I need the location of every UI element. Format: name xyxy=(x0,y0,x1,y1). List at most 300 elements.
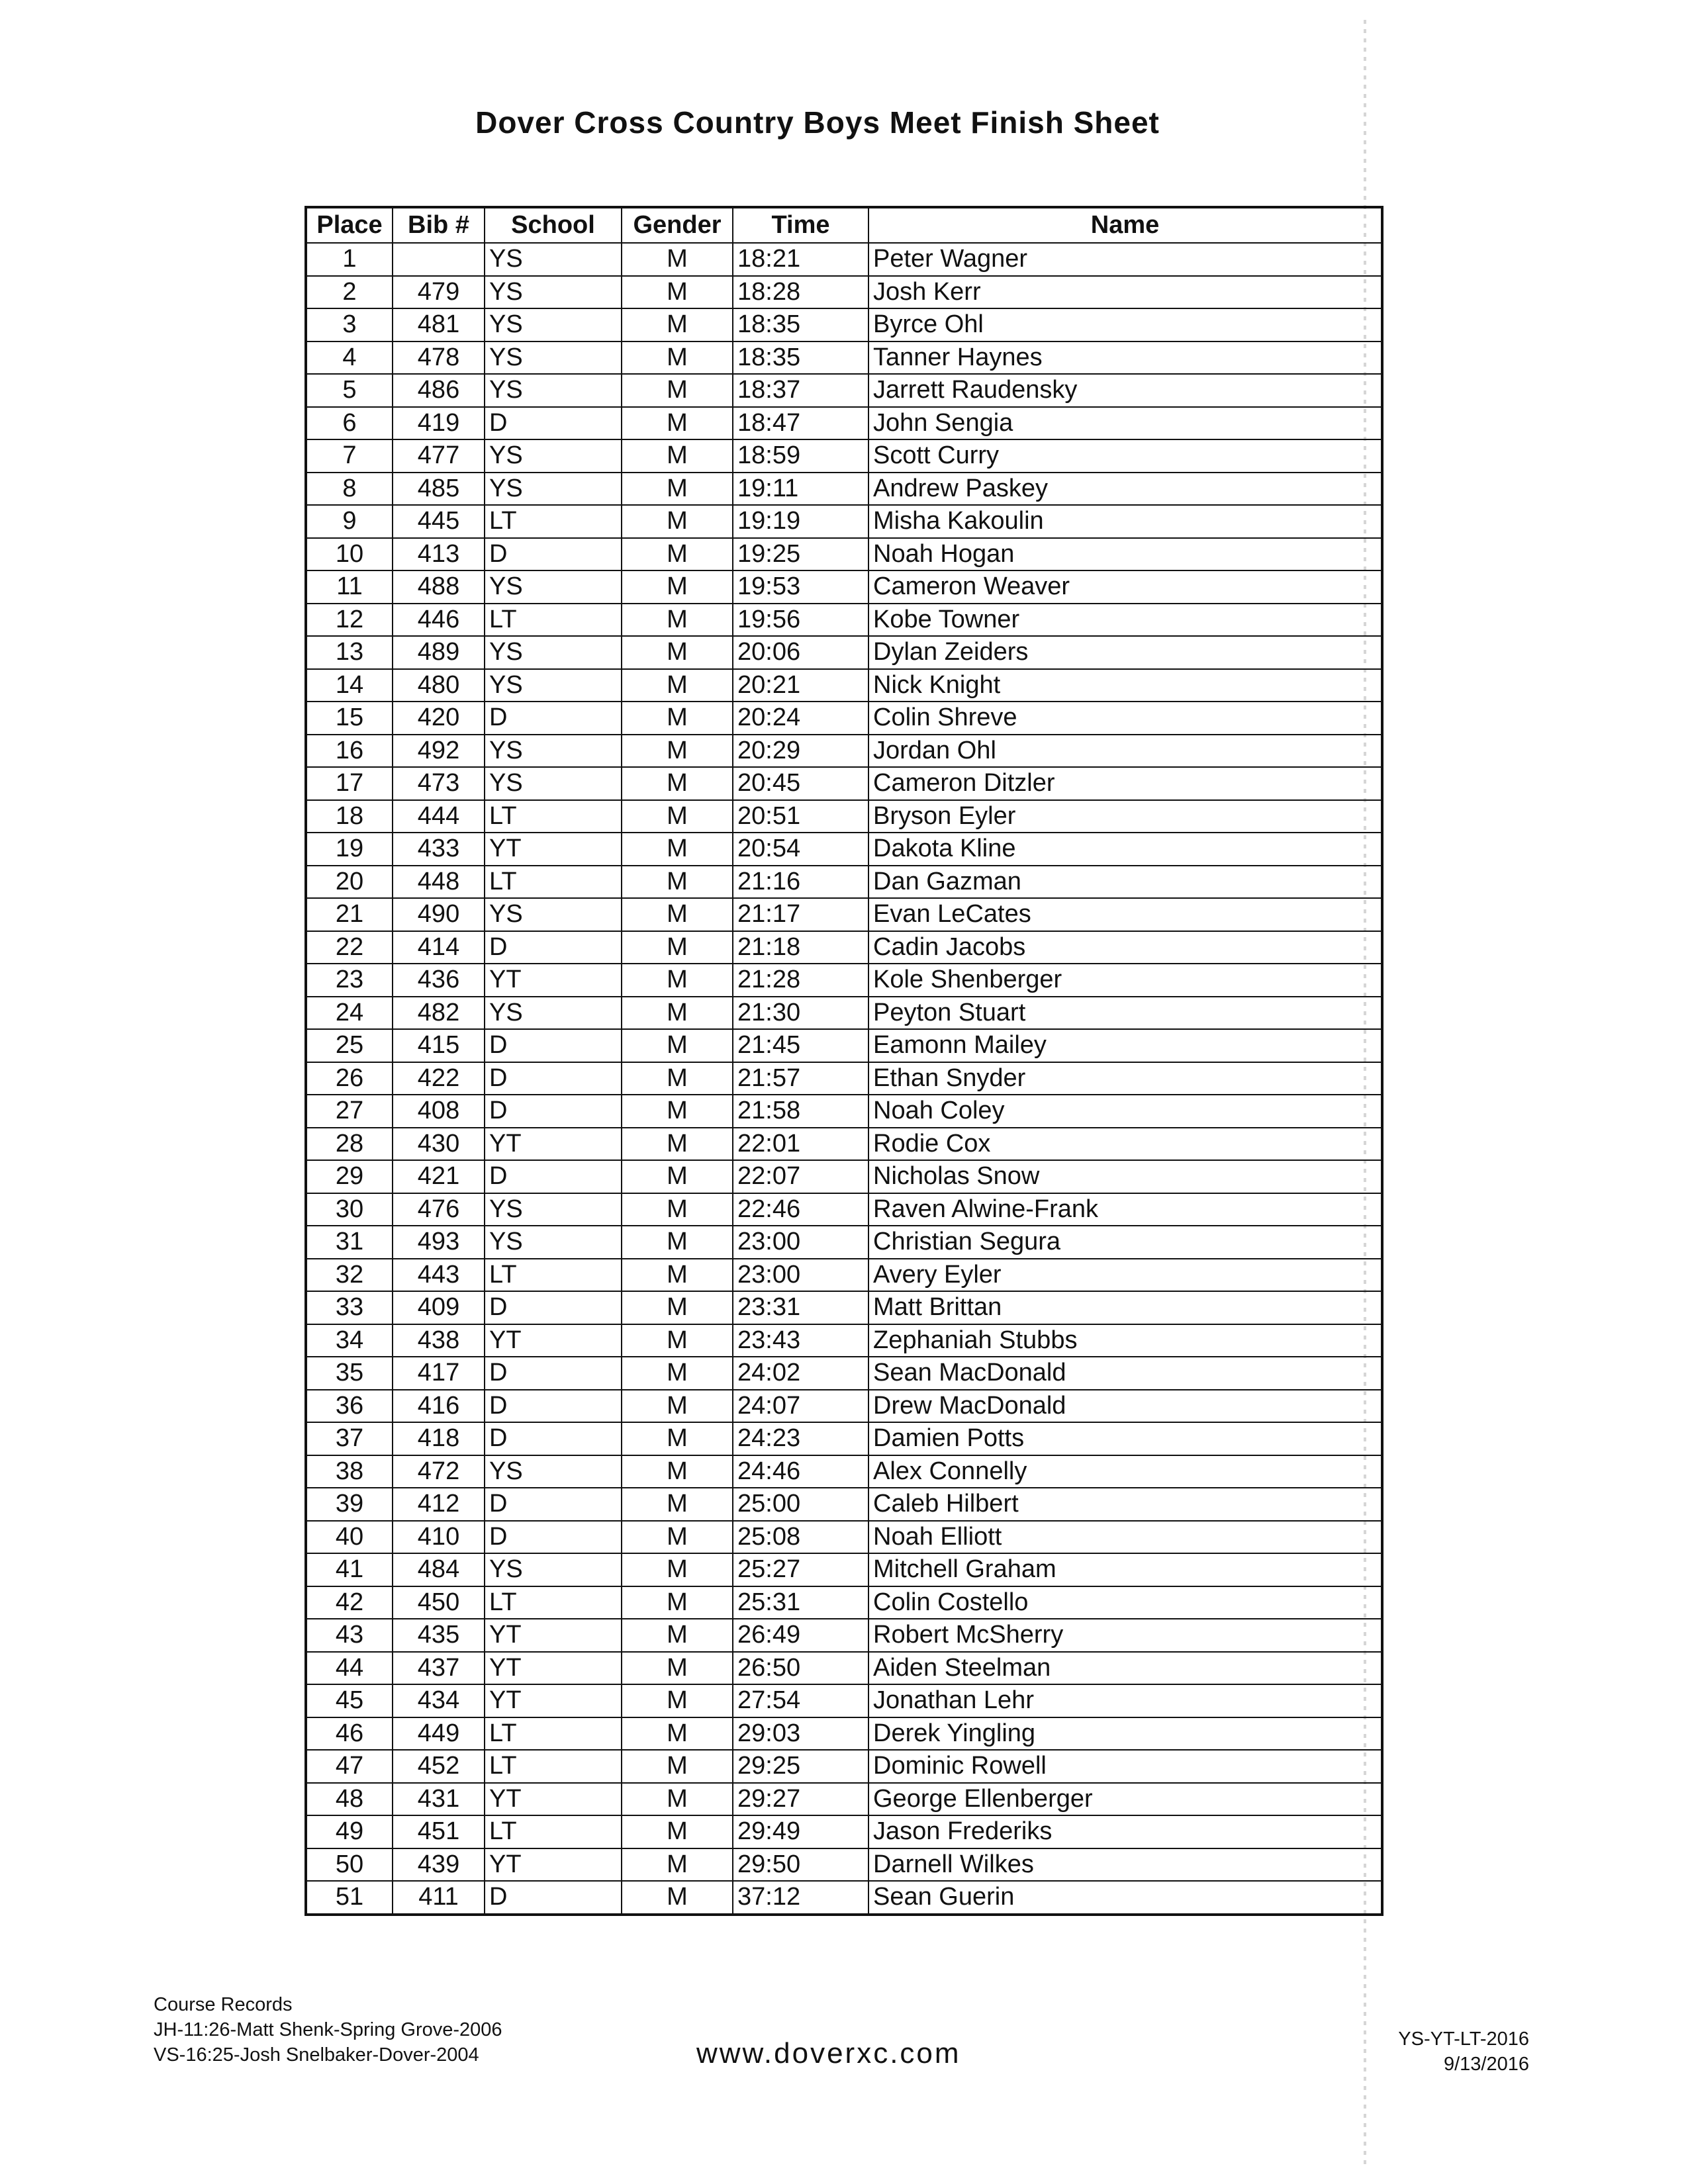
cell-gender: M xyxy=(622,833,733,866)
cell-time: 23:43 xyxy=(733,1324,868,1357)
cell-time: 29:49 xyxy=(733,1815,868,1848)
cell-name: Dan Gazman xyxy=(868,866,1382,899)
table-row xyxy=(306,1717,1382,1751)
column-header-time: Time xyxy=(733,207,868,243)
cell-gender: M xyxy=(622,1062,733,1095)
cell-time: 19:11 xyxy=(733,473,868,506)
cell-time: 22:01 xyxy=(733,1128,868,1161)
cell-name: Sean Guerin xyxy=(868,1881,1382,1915)
cell-school: D xyxy=(485,931,622,964)
cell-gender: M xyxy=(622,702,733,735)
cell-name: Alex Connelly xyxy=(868,1455,1382,1488)
cell-time: 29:25 xyxy=(733,1750,868,1783)
table-row xyxy=(306,898,1382,931)
cell-gender: M xyxy=(622,1160,733,1193)
cell-name: Eamonn Mailey xyxy=(868,1029,1382,1062)
cell-time: 18:59 xyxy=(733,439,868,473)
cell-place: 33 xyxy=(306,1291,393,1324)
cell-gender: M xyxy=(622,407,733,440)
cell-place: 14 xyxy=(306,669,393,702)
table-row xyxy=(306,473,1382,506)
cell-place: 35 xyxy=(306,1357,393,1390)
cell-time: 27:54 xyxy=(733,1684,868,1717)
cell-time: 18:47 xyxy=(733,407,868,440)
cell-name: Jonathan Lehr xyxy=(868,1684,1382,1717)
cell-school: YT xyxy=(485,1684,622,1717)
cell-time: 22:07 xyxy=(733,1160,868,1193)
cell-name: Aiden Steelman xyxy=(868,1652,1382,1685)
cell-gender: M xyxy=(622,538,733,571)
cell-place: 46 xyxy=(306,1717,393,1751)
cell-school: D xyxy=(485,1291,622,1324)
cell-name: Caleb Hilbert xyxy=(868,1488,1382,1521)
table-row xyxy=(306,1062,1382,1095)
table-header-row xyxy=(306,207,1382,243)
cell-school: YT xyxy=(485,1324,622,1357)
cell-place: 20 xyxy=(306,866,393,899)
cell-place: 10 xyxy=(306,538,393,571)
cell-gender: M xyxy=(622,1848,733,1882)
cell-school: D xyxy=(485,1488,622,1521)
cell-place: 32 xyxy=(306,1259,393,1292)
cell-gender: M xyxy=(622,1095,733,1128)
cell-place: 5 xyxy=(306,374,393,407)
cell-bib: 448 xyxy=(393,866,485,899)
cell-gender: M xyxy=(622,964,733,997)
cell-name: Andrew Paskey xyxy=(868,473,1382,506)
cell-time: 20:45 xyxy=(733,767,868,800)
cell-place: 27 xyxy=(306,1095,393,1128)
cell-time: 19:56 xyxy=(733,604,868,637)
cell-bib: 433 xyxy=(393,833,485,866)
cell-time: 20:51 xyxy=(733,800,868,833)
table-row xyxy=(306,538,1382,571)
cell-time: 21:18 xyxy=(733,931,868,964)
cell-place: 51 xyxy=(306,1881,393,1915)
table-row xyxy=(306,735,1382,768)
cell-name: Byrce Ohl xyxy=(868,308,1382,341)
cell-bib: 410 xyxy=(393,1521,485,1554)
cell-name: Ethan Snyder xyxy=(868,1062,1382,1095)
cell-name: Jason Frederiks xyxy=(868,1815,1382,1848)
cell-bib: 430 xyxy=(393,1128,485,1161)
cell-name: Cadin Jacobs xyxy=(868,931,1382,964)
cell-gender: M xyxy=(622,505,733,538)
cell-school: D xyxy=(485,1095,622,1128)
table-row xyxy=(306,800,1382,833)
cell-school: YS xyxy=(485,1193,622,1226)
cell-name: Noah Elliott xyxy=(868,1521,1382,1554)
table-row xyxy=(306,1750,1382,1783)
cell-place: 28 xyxy=(306,1128,393,1161)
cell-gender: M xyxy=(622,1128,733,1161)
cell-place: 2 xyxy=(306,276,393,309)
cell-bib: 434 xyxy=(393,1684,485,1717)
cell-gender: M xyxy=(622,669,733,702)
cell-gender: M xyxy=(622,1652,733,1685)
cell-bib: 411 xyxy=(393,1881,485,1915)
table-row xyxy=(306,1488,1382,1521)
cell-name: Dylan Zeiders xyxy=(868,636,1382,669)
cell-bib: 482 xyxy=(393,997,485,1030)
cell-school: YT xyxy=(485,1128,622,1161)
cell-time: 19:53 xyxy=(733,570,868,604)
cell-place: 21 xyxy=(306,898,393,931)
cell-bib: 486 xyxy=(393,374,485,407)
cell-name: Avery Eyler xyxy=(868,1259,1382,1292)
cell-name: Jarrett Raudensky xyxy=(868,374,1382,407)
cell-bib: 438 xyxy=(393,1324,485,1357)
cell-bib: 481 xyxy=(393,308,485,341)
cell-school: YS xyxy=(485,1455,622,1488)
cell-bib: 421 xyxy=(393,1160,485,1193)
cell-bib: 415 xyxy=(393,1029,485,1062)
table-row xyxy=(306,570,1382,604)
cell-place: 50 xyxy=(306,1848,393,1882)
cell-school: YS xyxy=(485,341,622,375)
cell-place: 29 xyxy=(306,1160,393,1193)
cell-place: 6 xyxy=(306,407,393,440)
table-row xyxy=(306,1160,1382,1193)
cell-bib: 422 xyxy=(393,1062,485,1095)
table-row xyxy=(306,1586,1382,1619)
cell-gender: M xyxy=(622,341,733,375)
table-row xyxy=(306,1619,1382,1652)
table-row xyxy=(306,1029,1382,1062)
cell-time: 18:37 xyxy=(733,374,868,407)
cell-school: D xyxy=(485,1160,622,1193)
cell-time: 20:54 xyxy=(733,833,868,866)
table-row xyxy=(306,1095,1382,1128)
cell-place: 22 xyxy=(306,931,393,964)
cell-time: 37:12 xyxy=(733,1881,868,1915)
cell-name: John Sengia xyxy=(868,407,1382,440)
cell-school: D xyxy=(485,1357,622,1390)
cell-bib: 414 xyxy=(393,931,485,964)
cell-time: 25:27 xyxy=(733,1553,868,1586)
cell-time: 29:03 xyxy=(733,1717,868,1751)
cell-name: Peter Wagner xyxy=(868,243,1382,276)
cell-bib: 409 xyxy=(393,1291,485,1324)
table-row xyxy=(306,669,1382,702)
table-row xyxy=(306,1553,1382,1586)
cell-school: LT xyxy=(485,1259,622,1292)
cell-place: 3 xyxy=(306,308,393,341)
cell-gender: M xyxy=(622,1226,733,1259)
cell-name: Misha Kakoulin xyxy=(868,505,1382,538)
cell-place: 30 xyxy=(306,1193,393,1226)
table-row xyxy=(306,1848,1382,1882)
cell-place: 40 xyxy=(306,1521,393,1554)
website-url: www.doverxc.com xyxy=(696,2037,961,2070)
cell-school: LT xyxy=(485,800,622,833)
cell-school: LT xyxy=(485,1815,622,1848)
cell-time: 23:00 xyxy=(733,1226,868,1259)
cell-time: 26:49 xyxy=(733,1619,868,1652)
cell-bib: 480 xyxy=(393,669,485,702)
cell-school: LT xyxy=(485,604,622,637)
cell-time: 21:45 xyxy=(733,1029,868,1062)
cell-gender: M xyxy=(622,1815,733,1848)
course-record-vs: VS-16:25-Josh Snelbaker-Dover-2004 xyxy=(154,2044,479,2066)
cell-name: Robert McSherry xyxy=(868,1619,1382,1652)
cell-bib xyxy=(393,243,485,276)
cell-gender: M xyxy=(622,1881,733,1915)
column-header-name: Name xyxy=(868,207,1382,243)
table-row xyxy=(306,931,1382,964)
cell-time: 18:28 xyxy=(733,276,868,309)
results-body xyxy=(306,243,1382,1915)
cell-bib: 437 xyxy=(393,1652,485,1685)
cell-gender: M xyxy=(622,1259,733,1292)
cell-place: 38 xyxy=(306,1455,393,1488)
cell-time: 21:17 xyxy=(733,898,868,931)
cell-bib: 477 xyxy=(393,439,485,473)
cell-time: 18:21 xyxy=(733,243,868,276)
cell-time: 24:02 xyxy=(733,1357,868,1390)
cell-name: Peyton Stuart xyxy=(868,997,1382,1030)
cell-school: D xyxy=(485,1390,622,1423)
cell-place: 16 xyxy=(306,735,393,768)
table-row xyxy=(306,964,1382,997)
cell-name: Evan LeCates xyxy=(868,898,1382,931)
cell-time: 23:31 xyxy=(733,1291,868,1324)
cell-school: D xyxy=(485,1029,622,1062)
cell-place: 7 xyxy=(306,439,393,473)
cell-place: 44 xyxy=(306,1652,393,1685)
table-row xyxy=(306,1259,1382,1292)
cell-time: 21:30 xyxy=(733,997,868,1030)
cell-name: Drew MacDonald xyxy=(868,1390,1382,1423)
cell-gender: M xyxy=(622,1291,733,1324)
cell-school: YS xyxy=(485,570,622,604)
cell-name: Damien Potts xyxy=(868,1422,1382,1455)
cell-gender: M xyxy=(622,1390,733,1423)
cell-name: Raven Alwine-Frank xyxy=(868,1193,1382,1226)
cell-name: Kole Shenberger xyxy=(868,964,1382,997)
table-row xyxy=(306,1357,1382,1390)
table-row xyxy=(306,1324,1382,1357)
cell-school: YS xyxy=(485,308,622,341)
cell-name: Cameron Ditzler xyxy=(868,767,1382,800)
cell-school: YS xyxy=(485,374,622,407)
cell-school: LT xyxy=(485,1586,622,1619)
cell-name: George Ellenberger xyxy=(868,1783,1382,1816)
cell-school: YS xyxy=(485,439,622,473)
cell-place: 19 xyxy=(306,833,393,866)
cell-gender: M xyxy=(622,243,733,276)
cell-name: Matt Brittan xyxy=(868,1291,1382,1324)
cell-bib: 451 xyxy=(393,1815,485,1848)
cell-name: Nick Knight xyxy=(868,669,1382,702)
cell-name: Tanner Haynes xyxy=(868,341,1382,375)
cell-name: Rodie Cox xyxy=(868,1128,1382,1161)
cell-place: 26 xyxy=(306,1062,393,1095)
cell-place: 12 xyxy=(306,604,393,637)
table-row xyxy=(306,1390,1382,1423)
cell-time: 21:16 xyxy=(733,866,868,899)
cell-gender: M xyxy=(622,1488,733,1521)
cell-time: 22:46 xyxy=(733,1193,868,1226)
cell-gender: M xyxy=(622,308,733,341)
table-row xyxy=(306,407,1382,440)
cell-school: LT xyxy=(485,1717,622,1751)
cell-bib: 473 xyxy=(393,767,485,800)
cell-place: 31 xyxy=(306,1226,393,1259)
cell-time: 25:08 xyxy=(733,1521,868,1554)
table-row xyxy=(306,1815,1382,1848)
cell-name: Derek Yingling xyxy=(868,1717,1382,1751)
cell-time: 29:27 xyxy=(733,1783,868,1816)
cell-bib: 431 xyxy=(393,1783,485,1816)
table-row xyxy=(306,1684,1382,1717)
cell-place: 43 xyxy=(306,1619,393,1652)
cell-name: Nicholas Snow xyxy=(868,1160,1382,1193)
cell-time: 23:00 xyxy=(733,1259,868,1292)
cell-place: 41 xyxy=(306,1553,393,1586)
cell-gender: M xyxy=(622,866,733,899)
cell-time: 24:07 xyxy=(733,1390,868,1423)
cell-time: 18:35 xyxy=(733,308,868,341)
course-records-heading: Course Records xyxy=(154,1994,293,2015)
column-header-school: School xyxy=(485,207,622,243)
cell-time: 25:00 xyxy=(733,1488,868,1521)
table-row xyxy=(306,1193,1382,1226)
cell-school: D xyxy=(485,1881,622,1915)
cell-school: YT xyxy=(485,964,622,997)
table-row xyxy=(306,341,1382,375)
cell-bib: 419 xyxy=(393,407,485,440)
cell-name: Cameron Weaver xyxy=(868,570,1382,604)
cell-time: 19:19 xyxy=(733,505,868,538)
column-header-place: Place xyxy=(306,207,393,243)
cell-name: Kobe Towner xyxy=(868,604,1382,637)
cell-place: 39 xyxy=(306,1488,393,1521)
table-row xyxy=(306,1881,1382,1915)
course-records xyxy=(154,1992,502,2068)
cell-bib: 478 xyxy=(393,341,485,375)
cell-place: 49 xyxy=(306,1815,393,1848)
cell-school: D xyxy=(485,538,622,571)
cell-place: 45 xyxy=(306,1684,393,1717)
cell-place: 24 xyxy=(306,997,393,1030)
table-row xyxy=(306,1783,1382,1816)
cell-time: 21:58 xyxy=(733,1095,868,1128)
cell-name: Zephaniah Stubbs xyxy=(868,1324,1382,1357)
cell-name: Dominic Rowell xyxy=(868,1750,1382,1783)
cell-bib: 484 xyxy=(393,1553,485,1586)
table-row xyxy=(306,439,1382,473)
table-row xyxy=(306,1422,1382,1455)
cell-bib: 417 xyxy=(393,1357,485,1390)
course-record-jh: JH-11:26-Matt Shenk-Spring Grove-2006 xyxy=(154,2019,502,2040)
table-row xyxy=(306,604,1382,637)
cell-gender: M xyxy=(622,473,733,506)
cell-bib: 449 xyxy=(393,1717,485,1751)
cell-gender: M xyxy=(622,604,733,637)
cell-school: YT xyxy=(485,1652,622,1685)
cell-school: YT xyxy=(485,833,622,866)
cell-gender: M xyxy=(622,1521,733,1554)
cell-bib: 420 xyxy=(393,702,485,735)
cell-place: 36 xyxy=(306,1390,393,1423)
cell-gender: M xyxy=(622,1783,733,1816)
cell-bib: 492 xyxy=(393,735,485,768)
cell-time: 26:50 xyxy=(733,1652,868,1685)
cell-place: 25 xyxy=(306,1029,393,1062)
cell-gender: M xyxy=(622,1357,733,1390)
table-row xyxy=(306,308,1382,341)
cell-bib: 435 xyxy=(393,1619,485,1652)
results-table xyxy=(305,206,1383,1916)
cell-bib: 493 xyxy=(393,1226,485,1259)
cell-school: D xyxy=(485,407,622,440)
cell-gender: M xyxy=(622,767,733,800)
cell-gender: M xyxy=(622,636,733,669)
cell-bib: 490 xyxy=(393,898,485,931)
cell-place: 9 xyxy=(306,505,393,538)
cell-school: YS xyxy=(485,997,622,1030)
cell-time: 29:50 xyxy=(733,1848,868,1882)
cell-bib: 413 xyxy=(393,538,485,571)
cell-place: 34 xyxy=(306,1324,393,1357)
cell-place: 17 xyxy=(306,767,393,800)
table-row xyxy=(306,833,1382,866)
cell-bib: 446 xyxy=(393,604,485,637)
cell-place: 18 xyxy=(306,800,393,833)
table-row xyxy=(306,1226,1382,1259)
cell-school: YS xyxy=(485,243,622,276)
table-row xyxy=(306,866,1382,899)
cell-bib: 450 xyxy=(393,1586,485,1619)
table-row xyxy=(306,374,1382,407)
cell-place: 37 xyxy=(306,1422,393,1455)
cell-place: 48 xyxy=(306,1783,393,1816)
cell-bib: 418 xyxy=(393,1422,485,1455)
cell-school: YS xyxy=(485,735,622,768)
cell-time: 18:35 xyxy=(733,341,868,375)
cell-time: 20:06 xyxy=(733,636,868,669)
cell-bib: 436 xyxy=(393,964,485,997)
cell-place: 13 xyxy=(306,636,393,669)
cell-bib: 416 xyxy=(393,1390,485,1423)
cell-gender: M xyxy=(622,898,733,931)
cell-school: YT xyxy=(485,1783,622,1816)
cell-place: 8 xyxy=(306,473,393,506)
cell-name: Dakota Kline xyxy=(868,833,1382,866)
meet-info xyxy=(1398,2026,1529,2077)
cell-bib: 489 xyxy=(393,636,485,669)
cell-place: 23 xyxy=(306,964,393,997)
cell-gender: M xyxy=(622,1455,733,1488)
table-row xyxy=(306,636,1382,669)
table-row xyxy=(306,702,1382,735)
cell-school: YS xyxy=(485,473,622,506)
table-row xyxy=(306,1128,1382,1161)
cell-school: D xyxy=(485,1062,622,1095)
cell-school: D xyxy=(485,1521,622,1554)
cell-name: Sean MacDonald xyxy=(868,1357,1382,1390)
cell-school: D xyxy=(485,702,622,735)
cell-place: 42 xyxy=(306,1586,393,1619)
meet-code: YS-YT-LT-2016 xyxy=(1398,2028,1529,2050)
table-row xyxy=(306,767,1382,800)
cell-school: YS xyxy=(485,767,622,800)
table-row xyxy=(306,1455,1382,1488)
cell-school: YT xyxy=(485,1848,622,1882)
cell-gender: M xyxy=(622,1586,733,1619)
cell-bib: 439 xyxy=(393,1848,485,1882)
